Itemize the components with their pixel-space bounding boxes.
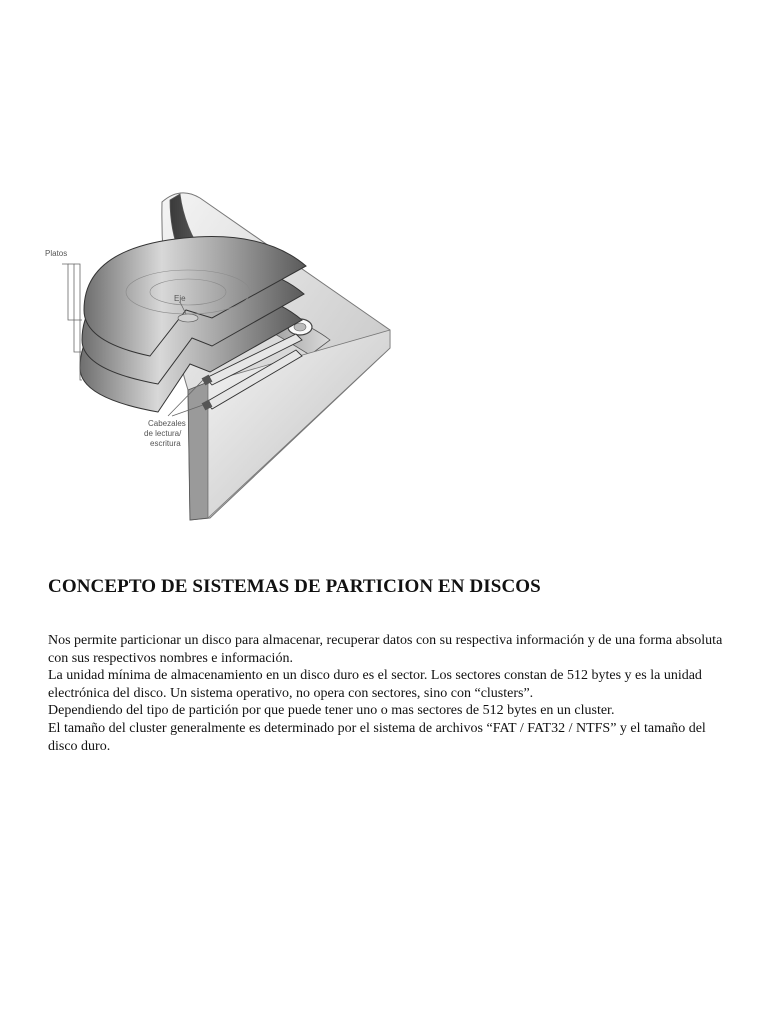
paragraph-1: Nos permite particionar un disco para almacenar, recuperar datos con su respectiva información y de una forma absoluta con sus respectivos nombres e información. (48, 633, 723, 666)
paragraph-4: El tamaño del cluster generalmente es determinado por el sistema de archivos “FAT / FAT32 / NTFS” y el tamaño del disco duro. (48, 720, 706, 754)
hard-disk-illustration (40, 180, 400, 530)
label-platters: Platos (45, 249, 68, 258)
paragraph-2: La unidad mínima de almacenamiento en un disco duro es el sector. Los sectores constan de 512 bytes y es la unidad electrónica del disco. Un sistema operativo, no opera con sectores, sino con “clusters”. (48, 668, 702, 701)
label-heads-3: escritura (150, 439, 181, 448)
label-heads-1: Cabezales (148, 419, 186, 428)
document-title: CONCEPTO DE SISTEMAS DE PARTICION EN DISCOS (48, 576, 541, 597)
document-body (48, 632, 728, 755)
paragraph-3: Dependiendo del tipo de partición por que puede tener uno o mas sectores de 512 bytes en un cluster. (48, 703, 615, 719)
label-heads-2: de lectura/ (144, 429, 182, 438)
label-axis: Eje (174, 294, 186, 303)
hard-disk-diagram (40, 180, 400, 530)
spindle-hub (178, 314, 198, 322)
platters-leader (62, 264, 82, 320)
